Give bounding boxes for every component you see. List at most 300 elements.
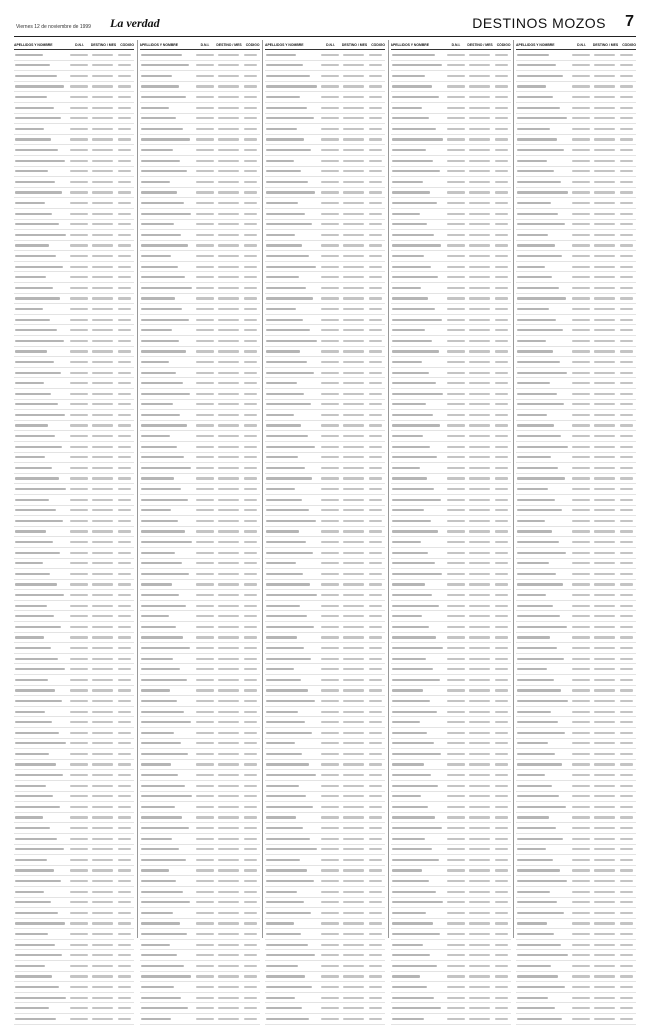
row-destination-placeholder (594, 467, 615, 469)
row-code-placeholder (620, 435, 633, 437)
row-name-placeholder (15, 679, 48, 681)
table-row (140, 82, 260, 93)
row-name-placeholder (141, 869, 169, 871)
row-code-placeholder (620, 711, 633, 713)
row-destination-placeholder (343, 785, 364, 787)
row-code-placeholder (118, 160, 131, 162)
table-row (140, 770, 260, 781)
row-code-placeholder (118, 1007, 131, 1009)
row-dni-placeholder (196, 499, 214, 501)
row-dni-placeholder (70, 668, 88, 670)
row-destination-placeholder (343, 128, 364, 130)
table-row (140, 506, 260, 517)
row-code-placeholder (118, 975, 131, 977)
row-name-placeholder (266, 880, 314, 882)
row-code-placeholder (244, 647, 257, 649)
row-dni-placeholder (572, 912, 590, 914)
table-row (516, 251, 636, 262)
row-dni-placeholder (447, 255, 465, 257)
table-row (140, 940, 260, 951)
table-row (140, 463, 260, 474)
row-dni-placeholder (321, 361, 339, 363)
row-name-placeholder (517, 753, 555, 755)
row-dni-placeholder (572, 933, 590, 935)
row-destination-placeholder (469, 711, 490, 713)
row-destination-placeholder (594, 626, 615, 628)
row-name-placeholder (266, 668, 294, 670)
row-name-placeholder (266, 340, 317, 342)
row-destination-placeholder (594, 827, 615, 829)
row-name-placeholder (15, 859, 47, 861)
row-code-placeholder (620, 213, 633, 215)
row-name-placeholder (15, 742, 66, 744)
row-name-placeholder (392, 202, 437, 204)
table-row (14, 908, 134, 919)
row-dni-placeholder (70, 435, 88, 437)
row-name-placeholder (266, 647, 304, 649)
row-code-placeholder (118, 213, 131, 215)
row-destination-placeholder (218, 75, 239, 77)
row-dni-placeholder (447, 668, 465, 670)
row-name-placeholder (15, 901, 51, 903)
row-dni-placeholder (447, 583, 465, 585)
row-dni-placeholder (196, 986, 214, 988)
table-row (140, 590, 260, 601)
header-code: CÓDIGO (120, 42, 134, 47)
row-dni-placeholder (321, 340, 339, 342)
row-dni-placeholder (321, 350, 339, 352)
row-destination-placeholder (218, 795, 239, 797)
row-code-placeholder (244, 838, 257, 840)
row-destination-placeholder (469, 605, 490, 607)
header-code: CÓDIGO (496, 42, 511, 47)
row-name-placeholder (15, 965, 45, 967)
row-name-placeholder (141, 647, 190, 649)
row-code-placeholder (118, 1018, 131, 1020)
table-row (14, 283, 134, 294)
row-destination-placeholder (218, 1007, 239, 1009)
row-destination-placeholder (218, 435, 239, 437)
table-row (14, 378, 134, 389)
row-name-placeholder (141, 679, 187, 681)
row-dni-placeholder (321, 732, 339, 734)
row-dni-placeholder (196, 763, 214, 765)
row-destination-placeholder (594, 1007, 615, 1009)
row-destination-placeholder (343, 372, 364, 374)
header-destination: DESTINO / MES (341, 42, 368, 47)
row-dni-placeholder (70, 838, 88, 840)
row-dni-placeholder (196, 785, 214, 787)
row-code-placeholder (495, 997, 508, 999)
row-destination-placeholder (343, 361, 364, 363)
table-row (391, 664, 511, 675)
row-name-placeholder (517, 96, 553, 98)
row-code-placeholder (369, 711, 382, 713)
row-dni-placeholder (447, 170, 465, 172)
row-name-placeholder (15, 668, 65, 670)
table-row (391, 675, 511, 686)
table-row (265, 908, 385, 919)
table-row (516, 484, 636, 495)
row-destination-placeholder (594, 689, 615, 691)
table-row (140, 474, 260, 485)
row-name-placeholder (15, 435, 55, 437)
table-row (14, 347, 134, 358)
table-row (391, 495, 511, 506)
row-code-placeholder (244, 1018, 257, 1020)
row-name-placeholder (15, 509, 56, 511)
row-code-placeholder (118, 350, 131, 352)
row-destination-placeholder (469, 997, 490, 999)
row-name-placeholder (517, 234, 548, 236)
table-row (14, 707, 134, 718)
row-code-placeholder (244, 912, 257, 914)
table-row (14, 728, 134, 739)
row-dni-placeholder (321, 997, 339, 999)
row-dni-placeholder (572, 244, 590, 246)
row-destination-placeholder (343, 975, 364, 977)
row-dni-placeholder (447, 679, 465, 681)
row-name-placeholder (266, 944, 308, 946)
table-row (516, 707, 636, 718)
row-name-placeholder (15, 340, 64, 342)
row-dni-placeholder (196, 477, 214, 479)
row-destination-placeholder (218, 117, 239, 119)
row-dni-placeholder (321, 308, 339, 310)
row-dni-placeholder (196, 372, 214, 374)
row-code-placeholder (620, 266, 633, 268)
table-row (14, 1014, 134, 1025)
row-code-placeholder (369, 594, 382, 596)
row-dni-placeholder (321, 785, 339, 787)
row-dni-placeholder (196, 276, 214, 278)
row-dni-placeholder (572, 361, 590, 363)
row-name-placeholder (392, 891, 436, 893)
row-destination-placeholder (343, 541, 364, 543)
table-row (14, 749, 134, 760)
row-code-placeholder (369, 403, 382, 405)
row-code-placeholder (118, 477, 131, 479)
page-number: 7 (625, 13, 634, 30)
row-code-placeholder (495, 107, 508, 109)
row-name-placeholder (517, 191, 568, 193)
row-name-placeholder (392, 742, 434, 744)
row-dni-placeholder (447, 319, 465, 321)
row-destination-placeholder (92, 880, 113, 882)
row-destination-placeholder (343, 138, 364, 140)
row-dni-placeholder (196, 117, 214, 119)
row-name-placeholder (15, 552, 60, 554)
table-row (14, 124, 134, 135)
row-code-placeholder (118, 244, 131, 246)
row-dni-placeholder (572, 573, 590, 575)
row-destination-placeholder (218, 668, 239, 670)
row-code-placeholder (244, 382, 257, 384)
table-row (391, 823, 511, 834)
row-code-placeholder (244, 615, 257, 617)
row-name-placeholder (266, 96, 300, 98)
row-dni-placeholder (447, 340, 465, 342)
row-code-placeholder (620, 658, 633, 660)
row-name-placeholder (266, 424, 301, 426)
row-code-placeholder (369, 848, 382, 850)
row-name-placeholder (392, 456, 437, 458)
table-row (140, 654, 260, 665)
row-name-placeholder (141, 509, 171, 511)
row-name-placeholder (392, 223, 427, 225)
row-dni-placeholder (196, 552, 214, 554)
row-code-placeholder (495, 414, 508, 416)
row-code-placeholder (620, 244, 633, 246)
row-destination-placeholder (469, 742, 490, 744)
row-destination-placeholder (218, 848, 239, 850)
row-name-placeholder (392, 446, 430, 448)
row-destination-placeholder (92, 96, 113, 98)
row-dni-placeholder (447, 96, 465, 98)
row-dni-placeholder (196, 859, 214, 861)
row-dni-placeholder (321, 626, 339, 628)
table-row (265, 315, 385, 326)
row-code-placeholder (369, 329, 382, 331)
row-dni-placeholder (447, 223, 465, 225)
row-dni-placeholder (572, 499, 590, 501)
row-dni-placeholder (196, 912, 214, 914)
row-dni-placeholder (447, 149, 465, 151)
row-dni-placeholder (572, 424, 590, 426)
row-name-placeholder (517, 287, 559, 289)
row-dni-placeholder (196, 213, 214, 215)
row-code-placeholder (495, 912, 508, 914)
row-name-placeholder (141, 477, 174, 479)
row-code-placeholder (118, 986, 131, 988)
row-name-placeholder (392, 933, 440, 935)
row-name-placeholder (266, 149, 311, 151)
row-destination-placeholder (92, 975, 113, 977)
row-code-placeholder (244, 668, 257, 670)
row-code-placeholder (244, 901, 257, 903)
row-code-placeholder (620, 138, 633, 140)
row-code-placeholder (369, 117, 382, 119)
row-code-placeholder (495, 732, 508, 734)
listing-rows (391, 50, 511, 1025)
row-dni-placeholder (70, 128, 88, 130)
row-code-placeholder (495, 975, 508, 977)
row-destination-placeholder (92, 700, 113, 702)
table-row (14, 368, 134, 379)
row-code-placeholder (244, 880, 257, 882)
row-destination-placeholder (92, 446, 113, 448)
row-code-placeholder (118, 636, 131, 638)
row-name-placeholder (141, 54, 182, 56)
row-name-placeholder (266, 202, 298, 204)
row-code-placeholder (495, 213, 508, 215)
table-row (14, 506, 134, 517)
row-dni-placeholder (572, 901, 590, 903)
row-dni-placeholder (572, 382, 590, 384)
row-destination-placeholder (594, 287, 615, 289)
row-code-placeholder (369, 838, 382, 840)
table-row (14, 421, 134, 432)
row-dni-placeholder (447, 244, 465, 246)
row-dni-placeholder (572, 552, 590, 554)
row-name-placeholder (517, 848, 546, 850)
row-code-placeholder (620, 530, 633, 532)
table-row (14, 961, 134, 972)
row-dni-placeholder (321, 435, 339, 437)
row-dni-placeholder (572, 54, 590, 56)
row-code-placeholder (118, 499, 131, 501)
table-row (265, 495, 385, 506)
row-code-placeholder (118, 393, 131, 395)
row-dni-placeholder (447, 403, 465, 405)
row-name-placeholder (15, 64, 50, 66)
row-destination-placeholder (218, 594, 239, 596)
table-row (516, 92, 636, 103)
row-name-placeholder (517, 880, 567, 882)
row-dni-placeholder (70, 117, 88, 119)
row-dni-placeholder (70, 615, 88, 617)
row-name-placeholder (141, 393, 190, 395)
row-dni-placeholder (196, 54, 214, 56)
row-name-placeholder (517, 891, 550, 893)
table-row (140, 389, 260, 400)
row-dni-placeholder (70, 329, 88, 331)
table-row (265, 696, 385, 707)
row-code-placeholder (620, 965, 633, 967)
row-destination-placeholder (469, 446, 490, 448)
row-code-placeholder (620, 636, 633, 638)
header-destination: DESTINO / MES (216, 42, 242, 47)
row-code-placeholder (620, 859, 633, 861)
row-dni-placeholder (321, 944, 339, 946)
table-row (391, 590, 511, 601)
row-code-placeholder (369, 944, 382, 946)
row-destination-placeholder (594, 838, 615, 840)
row-destination-placeholder (594, 414, 615, 416)
row-name-placeholder (141, 700, 177, 702)
row-name-placeholder (141, 922, 180, 924)
row-code-placeholder (118, 806, 131, 808)
row-dni-placeholder (196, 615, 214, 617)
row-code-placeholder (244, 785, 257, 787)
row-dni-placeholder (321, 859, 339, 861)
row-code-placeholder (495, 499, 508, 501)
row-destination-placeholder (218, 742, 239, 744)
row-destination-placeholder (343, 340, 364, 342)
row-destination-placeholder (469, 774, 490, 776)
row-destination-placeholder (218, 605, 239, 607)
table-row (265, 982, 385, 993)
row-dni-placeholder (321, 287, 339, 289)
row-destination-placeholder (343, 753, 364, 755)
table-row (391, 887, 511, 898)
row-dni-placeholder (321, 848, 339, 850)
row-dni-placeholder (70, 933, 88, 935)
row-dni-placeholder (196, 340, 214, 342)
table-row (14, 315, 134, 326)
row-code-placeholder (118, 64, 131, 66)
row-code-placeholder (244, 520, 257, 522)
row-dni-placeholder (572, 350, 590, 352)
table-row (265, 442, 385, 453)
row-destination-placeholder (594, 774, 615, 776)
row-destination-placeholder (218, 64, 239, 66)
row-dni-placeholder (196, 467, 214, 469)
row-dni-placeholder (572, 859, 590, 861)
row-destination-placeholder (469, 668, 490, 670)
row-dni-placeholder (70, 202, 88, 204)
row-dni-placeholder (70, 287, 88, 289)
row-destination-placeholder (469, 138, 490, 140)
table-row (140, 898, 260, 909)
row-destination-placeholder (469, 213, 490, 215)
row-destination-placeholder (343, 350, 364, 352)
row-destination-placeholder (469, 435, 490, 437)
row-dni-placeholder (447, 689, 465, 691)
row-code-placeholder (118, 138, 131, 140)
row-code-placeholder (244, 997, 257, 999)
table-row (265, 400, 385, 411)
row-destination-placeholder (343, 573, 364, 575)
row-name-placeholder (15, 488, 66, 490)
table-row (265, 707, 385, 718)
row-name-placeholder (392, 838, 425, 840)
row-destination-placeholder (218, 615, 239, 617)
column-separator (262, 40, 263, 938)
row-dni-placeholder (447, 859, 465, 861)
row-code-placeholder (620, 509, 633, 511)
table-row (516, 506, 636, 517)
row-name-placeholder (15, 297, 60, 299)
table-row (140, 135, 260, 146)
row-dni-placeholder (321, 372, 339, 374)
row-code-placeholder (620, 944, 633, 946)
table-row (140, 1003, 260, 1014)
row-destination-placeholder (92, 467, 113, 469)
table-row (265, 50, 385, 61)
row-dni-placeholder (321, 244, 339, 246)
table-row (265, 792, 385, 803)
table-row (265, 156, 385, 167)
row-destination-placeholder (218, 202, 239, 204)
row-name-placeholder (15, 85, 64, 87)
row-code-placeholder (369, 223, 382, 225)
row-destination-placeholder (469, 117, 490, 119)
row-destination-placeholder (218, 975, 239, 977)
row-code-placeholder (620, 986, 633, 988)
row-dni-placeholder (572, 85, 590, 87)
row-name-placeholder (517, 329, 563, 331)
row-code-placeholder (244, 806, 257, 808)
row-dni-placeholder (70, 859, 88, 861)
row-destination-placeholder (343, 403, 364, 405)
row-destination-placeholder (469, 329, 490, 331)
row-name-placeholder (517, 689, 561, 691)
row-dni-placeholder (447, 64, 465, 66)
row-destination-placeholder (92, 742, 113, 744)
table-row (14, 410, 134, 421)
table-row (391, 739, 511, 750)
listing-rows (265, 50, 385, 1025)
table-row (516, 781, 636, 792)
table-row (14, 633, 134, 644)
table-row (516, 368, 636, 379)
row-dni-placeholder (572, 583, 590, 585)
row-code-placeholder (118, 424, 131, 426)
row-dni-placeholder (447, 605, 465, 607)
table-row (516, 855, 636, 866)
row-destination-placeholder (343, 393, 364, 395)
